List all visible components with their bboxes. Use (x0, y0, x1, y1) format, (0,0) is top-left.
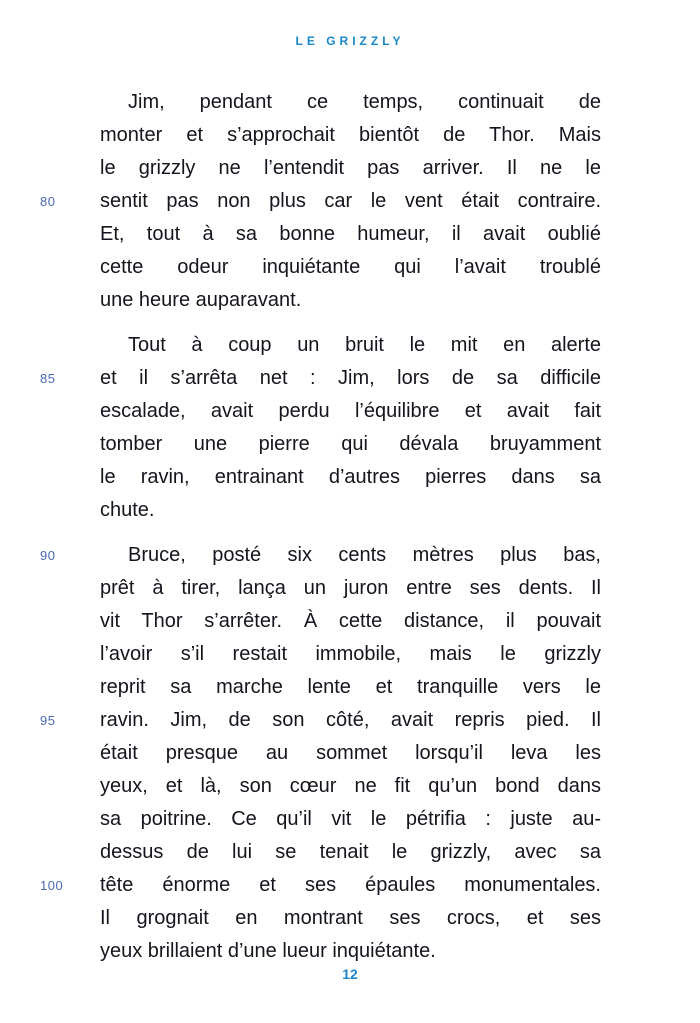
text-line (100, 86, 601, 119)
text-line (100, 395, 601, 428)
line-text: dessus de lui se tenait le grizzly, avec sa (100, 841, 601, 863)
text-line (40, 362, 601, 395)
line-text: était presque au sommet lorsqu’il leva les (100, 742, 601, 764)
text-line (100, 461, 601, 494)
line-text: yeux brillaient d’une lueur inquiétante. (100, 940, 436, 962)
line-text: yeux, et là, son cœur ne fit qu’un bond dans (100, 775, 601, 797)
line-text: l’avoir s’il restait immobile, mais le grizzly (100, 643, 601, 665)
line-text: tomber une pierre qui dévala bruyamment (100, 433, 601, 455)
margin-line-number: 85 (40, 371, 56, 386)
line-text: sentit pas non plus car le vent était contraire. (100, 190, 601, 212)
paragraph (40, 539, 601, 968)
text-line (100, 329, 601, 362)
page-number: 12 (342, 966, 358, 982)
text-block (40, 86, 601, 968)
text-line (100, 119, 601, 152)
line-text: chute. (100, 499, 155, 521)
margin-line-number: 100 (40, 878, 64, 893)
text-line (100, 638, 601, 671)
line-text: prêt à tirer, lança un juron entre ses dents. Il (100, 577, 601, 599)
text-line (100, 902, 601, 935)
line-text: Et, tout à sa bonne humeur, il avait oublié (100, 223, 601, 245)
text-line (100, 836, 601, 869)
margin-line-number: 90 (40, 548, 56, 563)
text-line (40, 539, 601, 572)
running-head-title: LE GRIZZLY (295, 34, 405, 48)
text-line (100, 935, 601, 968)
line-text: Il grognait en montrant ses crocs, et ses (100, 907, 601, 929)
text-line (100, 770, 601, 803)
text-line (100, 284, 601, 317)
line-text: le ravin, entrainant d’autres pierres dans sa (100, 466, 601, 488)
text-line (100, 152, 601, 185)
text-line (100, 572, 601, 605)
margin-line-number: 80 (40, 194, 56, 209)
text-line (100, 218, 601, 251)
line-text: le grizzly ne l’entendit pas arriver. Il ne le (100, 157, 601, 179)
text-line (100, 803, 601, 836)
text-line (100, 494, 601, 527)
text-line (100, 428, 601, 461)
margin-line-number: 95 (40, 713, 56, 728)
line-text: une heure auparavant. (100, 289, 302, 311)
text-line (40, 704, 601, 737)
text-line (100, 605, 601, 638)
text-line (40, 869, 601, 902)
text-line (40, 185, 601, 218)
paragraph (40, 86, 601, 317)
line-text: ravin. Jim, de son côté, avait repris pied. Il (100, 709, 601, 731)
line-text: cette odeur inquiétante qui l’avait troublé (100, 256, 601, 278)
line-text: Jim, pendant ce temps, continuait de (128, 91, 601, 113)
line-text: reprit sa marche lente et tranquille vers le (100, 676, 601, 698)
line-text: vit Thor s’arrêter. À cette distance, il pouvait (100, 610, 601, 632)
line-text: et il s’arrêta net : Jim, lors de sa difficile (100, 367, 601, 389)
paragraph (40, 329, 601, 527)
text-line (100, 737, 601, 770)
line-text: escalade, avait perdu l’équilibre et avait fait (100, 400, 601, 422)
line-text: monter et s’approchait bientôt de Thor. Mais (100, 124, 601, 146)
line-text: Bruce, posté six cents mètres plus bas, (128, 544, 601, 566)
line-text: Tout à coup un bruit le mit en alerte (128, 334, 601, 356)
text-line (100, 251, 601, 284)
line-text: tête énorme et ses épaules monumentales. (100, 874, 601, 896)
text-line (100, 671, 601, 704)
line-text: sa poitrine. Ce qu’il vit le pétrifia : juste au- (100, 808, 601, 830)
